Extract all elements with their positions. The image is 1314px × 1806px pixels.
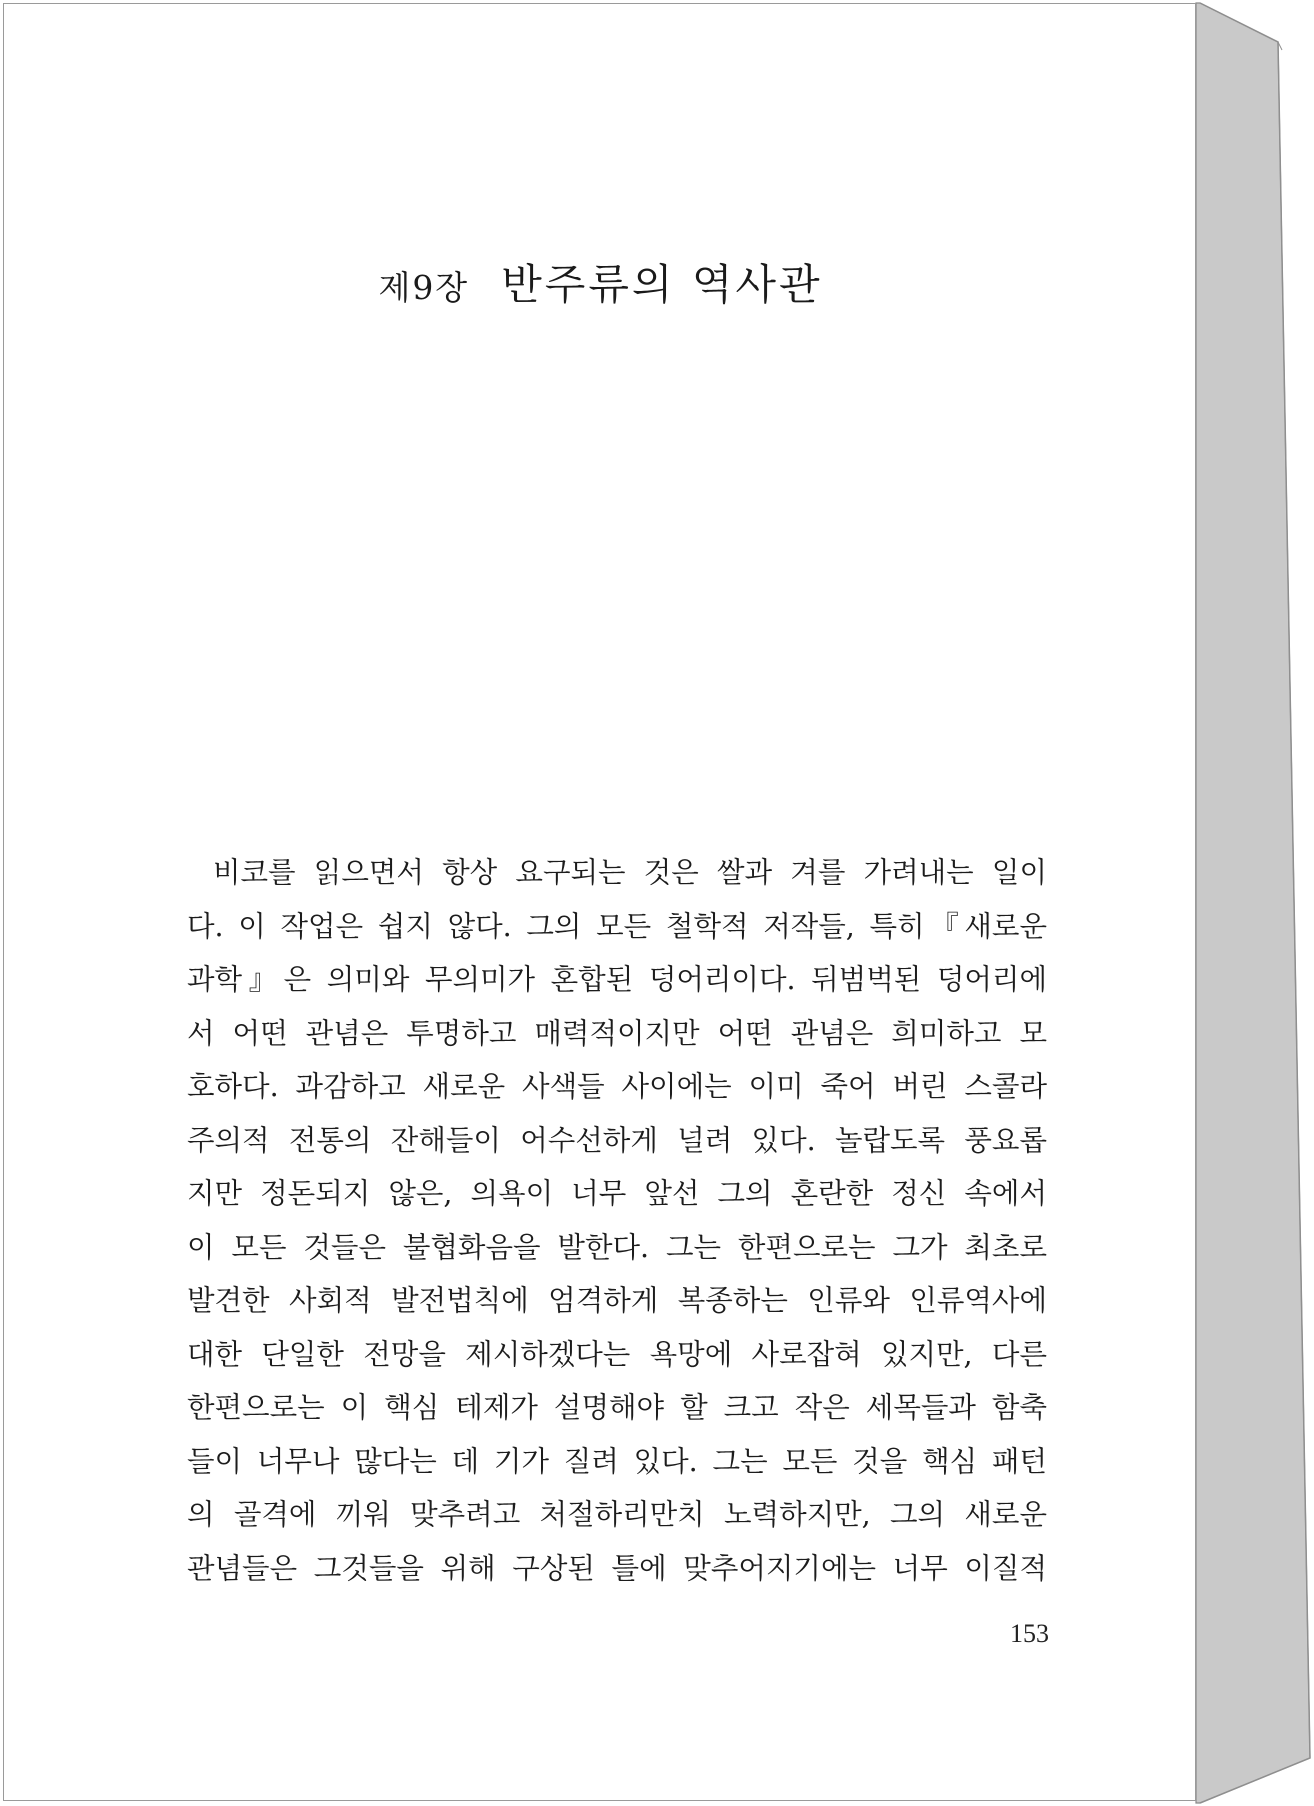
body-line: 주의적 전통의 잔해들이 어수선하게 널려 있다. 놀랍도록 풍요롭 bbox=[187, 1123, 1047, 1157]
body-line: 들이 너무나 많다는 데 기가 질려 있다. 그는 모든 것을 핵심 패턴 bbox=[187, 1444, 1047, 1478]
body-line: 한편으로는 이 핵심 테제가 설명해야 할 크고 작은 세목들과 함축 bbox=[187, 1391, 1047, 1424]
body-line: 호하다. 과감하고 새로운 사색들 사이에는 이미 죽어 버린 스콜라 bbox=[187, 1070, 1047, 1103]
body-line: 관념들은 그것들을 위해 구상된 틀에 맞추어지기에는 너무 이질적 bbox=[187, 1551, 1047, 1585]
body-line: 과학』은 의미와 무의미가 혼합된 덩어리이다. 뒤범벅된 덩어리에 bbox=[187, 963, 1047, 996]
book-page bbox=[3, 3, 1196, 1801]
body-line: 다. 이 작업은 쉽지 않다. 그의 모든 철학적 저작들, 특히『새로운 bbox=[187, 909, 1047, 943]
body-line: 대한 단일한 전망을 제시하겠다는 욕망에 사로잡혀 있지만, 다른 bbox=[187, 1337, 1047, 1371]
chapter-heading bbox=[4, 252, 1197, 312]
body-line: 발견한 사회적 발전법칙에 엄격하게 복종하는 인류와 인류역사에 bbox=[187, 1284, 1047, 1317]
body-line: 비코를 읽으면서 항상 요구되는 것은 쌀과 겨를 가려내는 일이 bbox=[213, 856, 1047, 889]
body-line: 의 골격에 끼워 맞추려고 처절하리만치 노력하지만, 그의 새로운 bbox=[187, 1498, 1047, 1531]
chapter-number: 제9장 bbox=[378, 268, 470, 307]
body-line: 서 어떤 관념은 투명하고 매력적이지만 어떤 관념은 희미하고 모 bbox=[187, 1016, 1047, 1050]
body-line: 지만 정돈되지 않은, 의욕이 너무 앞선 그의 혼란한 정신 속에서 bbox=[187, 1177, 1047, 1210]
page-number: 153 bbox=[1010, 1619, 1049, 1648]
body-paragraph bbox=[187, 846, 1047, 1595]
chapter-title: 반주류의 역사관 bbox=[501, 260, 823, 309]
body-line: 이 모든 것들은 불협화음을 발한다. 그는 한편으로는 그가 최초로 bbox=[187, 1230, 1047, 1264]
